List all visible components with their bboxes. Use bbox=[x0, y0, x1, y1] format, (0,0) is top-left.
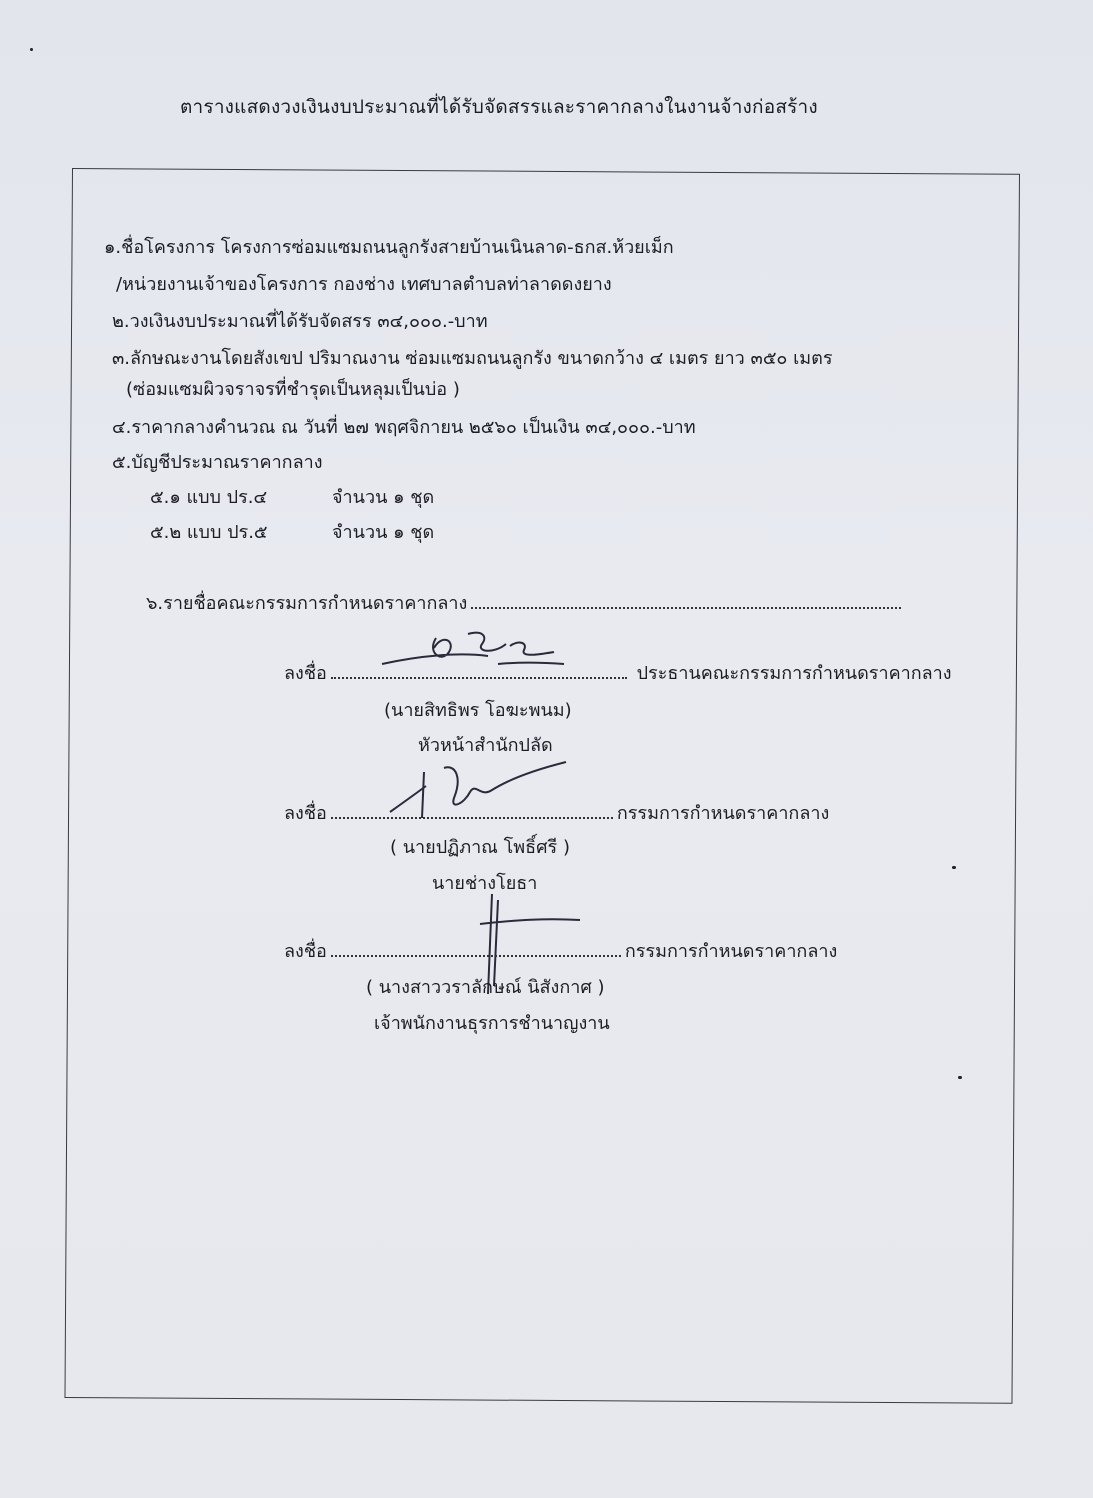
work-summary-line: ๓.ลักษณะงานโดยสังเขป ปริมาณงาน ซ่อมแซมถนนลูกรัง ขนาดกว้าง ๔ เมตร ยาว ๓๕๐ เมตร bbox=[112, 348, 833, 369]
sign-label: ลงชื่อ bbox=[284, 803, 327, 824]
work-note-line: (ซ่อมแซมผิวจราจรที่ชำรุดเป็นหลุมเป็นบ่อ ) bbox=[126, 379, 460, 400]
sub-item-label: ๕.๒ แบบ ปร.๕ bbox=[150, 522, 268, 543]
signer-name: ( นางสาววราลักษณ์ นิสังกาศ ) bbox=[366, 977, 605, 998]
committee-heading bbox=[146, 592, 905, 616]
sign-label: ลงชื่อ bbox=[284, 941, 327, 962]
handwritten-signature-2 bbox=[384, 758, 584, 824]
signer-position: หัวหน้าสำนักปลัด bbox=[418, 735, 553, 756]
sign-label: ลงชื่อ bbox=[284, 663, 327, 684]
handwritten-signature-1 bbox=[378, 626, 568, 678]
estimate-list-heading: ๕.บัญชีประมาณราคากลาง bbox=[112, 452, 323, 473]
owner-unit-line: /หน่วยงานเจ้าของโครงการ กองช่าง เทศบาลตำบลท่าลาดดงยาง bbox=[116, 274, 612, 295]
paper-speck bbox=[30, 48, 33, 51]
signer-role: กรรมการกำหนดราคากลาง bbox=[616, 803, 830, 824]
signer-name: ( นายปฏิภาณ โพธิ์ศรี ) bbox=[390, 837, 570, 858]
document-title: ตารางแสดงวงเงินงบประมาณที่ได้รับจัดสรรและราคากลางในงานจ้างก่อสร้าง bbox=[180, 96, 818, 118]
dotted-leader bbox=[471, 593, 901, 609]
paper-speck bbox=[952, 866, 956, 869]
signer-position: เจ้าพนักงานธุรการชำนาญงาน bbox=[374, 1013, 610, 1034]
sub-item-quantity: จำนวน ๑ ชุด bbox=[332, 487, 435, 508]
signer-role: ประธานคณะกรรมการกำหนดราคากลาง bbox=[636, 663, 952, 684]
signer-position: นายช่างโยธา bbox=[432, 873, 538, 894]
signer-name: (นายสิทธิพร โอฆะพนม) bbox=[384, 700, 572, 721]
committee-heading-label: ๖.รายชื่อคณะกรรมการกำหนดราคากลาง bbox=[146, 593, 468, 614]
paper-speck bbox=[958, 1076, 962, 1079]
signer-role: กรรมการกำหนดราคากลาง bbox=[624, 941, 838, 962]
budget-line: ๒.วงเงินงบประมาณที่ได้รับจัดสรร ๓๔,๐๐๐.-บาท bbox=[112, 311, 488, 332]
sub-item-label: ๕.๑ แบบ ปร.๔ bbox=[150, 487, 268, 508]
median-price-line: ๔.ราคากลางคำนวณ ณ วันที่ ๒๗ พฤศจิกายน ๒๕๖๐ เป็นเงิน ๓๔,๐๐๐.-บาท bbox=[112, 417, 696, 438]
project-name-line: ๑.ชื่อโครงการ โครงการซ่อมแซมถนนลูกรังสายบ้านเนินลาด-ธกส.ห้วยเม็ก bbox=[104, 237, 674, 258]
sub-item-quantity: จำนวน ๑ ชุด bbox=[332, 522, 435, 543]
